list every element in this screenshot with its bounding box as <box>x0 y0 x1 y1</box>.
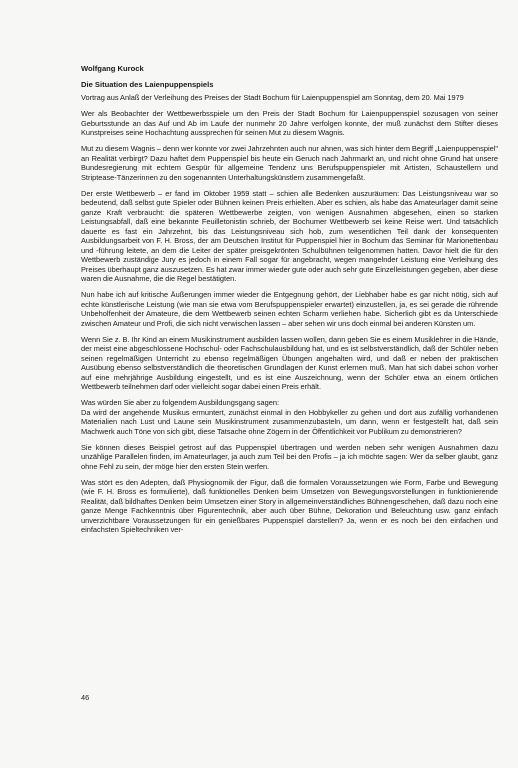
article-subtitle: Vortrag aus Anlaß der Verleihung des Preises der Stadt Bochum für Laienpuppenspiel am Sonntag, dem 20. Mai 1979 <box>81 93 464 102</box>
page-content <box>81 64 498 541</box>
page-number: 46 <box>81 693 90 702</box>
article-title: Die Situation des Laienpuppenspiels <box>81 80 214 89</box>
paragraph-8: Was stört es den Adepten, daß Physiognomik der Figur, daß die formalen Voraussetzungen wie Form, Farbe und Bewegung (wie F. H. Bross es formulierte), daß funktionelles Denken beim Umsetzen von Bewegungsvorstellungen in funktionierende Realität, daß bildhaftes Denken beim Umsetzen einer Story in allgemeinverständliches Bühnengeschehen, daß dazu noch eine ganze Menge Fachkenntnis über Figurentechnik, aber auch über Bühne, Dekoration und Beleuchtung usw. ganz einfach unverzichtbare Voraussetzungen für ein genießbares Puppenspiel darstellen? Ja, wenn er es noch bei den einfachen und einfachsten Spieltechniken ver- <box>81 477 498 534</box>
paragraph-4: Nun habe ich auf kritische Äußerungen immer wieder die Entgegnung gehört, der Liebhaber habe es gar nicht nötig, sich auf echte künstlerische Leistung (wie man sie etwa vom Berufspuppenspieler erwartet) einzustellen, ja, es sei gerade die rührende Unbeholfenheit der Amateure, die dem Wettbewerb seinen echten Scharm verliehen habe. Sicherlich gibt es da Unterschiede zwischen Amateur und Profi, die sich nicht verwischen lassen – aber sehen wir uns doch einmal bei anderen Künsten um. <box>81 290 498 328</box>
paragraph-2: Mut zu diesem Wagnis – denn wer konnte vor zwei Jahrzehnten auch nur ahnen, was sich hinter dem Begriff „Laienpuppenspiel" an Realität verbirgt? Dazu haftet dem Puppenspiel bis heute ein Geruch nach Jahrmarkt an, und nicht ohne Grund hat unsere Bundesregierung mit echtem Gespür für allgemeine Tendenz uns Berufspuppenspieler mit Artisten, Schaustellern und Striptease-Tänzerinnen zu den sogenannten Unterhaltungskünstlern zusammengefaßt. <box>81 144 498 182</box>
paragraph-1: Wer als Beobachter der Wettbewerbsspiele um den Preis der Stadt Bochum für Laienpuppenspiel sozusagen von seiner Geburtsstunde an das Auf und Ab im Laufe der nunmehr 20 Jahre verfolgen konnte, der muß zunächst dem Stifter dieses Kunstpreises seine Hochachtung aussprechen für seinen Mut zu diesem Wagnis. <box>81 109 498 137</box>
paragraph-3: Der erste Wettbewerb – er fand im Oktober 1959 statt – schien alle Bedenken auszuräumen: Das Leistungsniveau war so bedeutend, daß selbst gute Spieler oder Bühnen keinen Preis erhielten. Aber es schien, als habe das Amateurlager damit seine ganze Kraft verbraucht: die späteren Wettbewerbe zeigten, von wenigen Ausnahmen abgesehen, einen so starken Leistungsabfall, daß eine bekannte Feuilletonistin schrieb, der Bochumer Wettbewerb sei keine Reise wert. Und tatsächlich dauerte es fast ein Jahrzehnt, bis das Leistungsniveau sich hob, zum wesentlichen Teil dank der konsequenten Ausbildungsarbeit von F. H. Bross, der am Deutschen Institut für Puppenspiel hier in Bochum das Seminar für Marionettenbau und -führung leitete, an dem die Leiter der später preisgekrönten Schulbühnen teilgenommen hatten. Davor hielt die für den Wettbewerb zuständige Jury es jedoch in einem Fall sogar für angebracht, wegen mangelnder Leistung eine Verleihung des Preises überhaupt ganz auszusetzen. Es hat zwar immer wieder gute oder auch sehr gute Einzelleistungen gegeben, aber diese waren die Ausnahme, die die Regel bestätigten. <box>81 188 498 283</box>
paragraph-7: Sie können dieses Beispiel getrost auf das Puppenspiel übertragen und werden neben sehr wenigen Ausnahmen dazu unzählige Parallelen finden, im Amateurlager, ja auch zum Teil bei den Profis – ja ich möchte sagen: Wer da selber glaubt, ganz ohne Fehl zu sein, der möge hier den ersten Stein werfen. <box>81 442 498 471</box>
paragraph-6: Was würden Sie aber zu folgendem Ausbildungsgang sagen: Da wird der angehende Musikus ermuntert, zunächst einmal in den Hobbykeller zu gehen und dort aus zufällig vorhandenen Materialien nach Lust und Laune sein Musikinstrument zusammenzubasteln, um dann, wenn er festgestellt hat, daß sein Machwerk auch Töne von sich gibt, diese Tatsache ohne Zögern in der Öffentlichkeit vor Publikum zu demonstrieren? <box>81 398 498 436</box>
author-name: Wolfgang Kurock <box>81 64 144 73</box>
paragraph-5: Wenn Sie z. B. Ihr Kind an einem Musikinstrument ausbilden lassen wollen, dann geben Sie es einem Musiklehrer in die Hände, der meist eine abgeschlossene Hochschul- oder Fachschulausbildung hat, und es ist selbstverständlich, daß der Schüler neben seinen regelmäßigen Unterricht zu ebenso regelmäßigen Übungen angehalten wird, und daß er neben der praktischen Ausübung ebenso selbstverständlich die theoretischen Grundlagen der Kunst erlernen muß. Man hat sich dabei schon vorher auf eine mehrjährige Ausbildung eingestellt, und es ist eine Auszeichnung, wenn der Schüler etwa an einem örtlichen Wettbewerb teilnehmen darf oder vielleicht sogar dabei einen Preis erhält. <box>81 334 498 391</box>
